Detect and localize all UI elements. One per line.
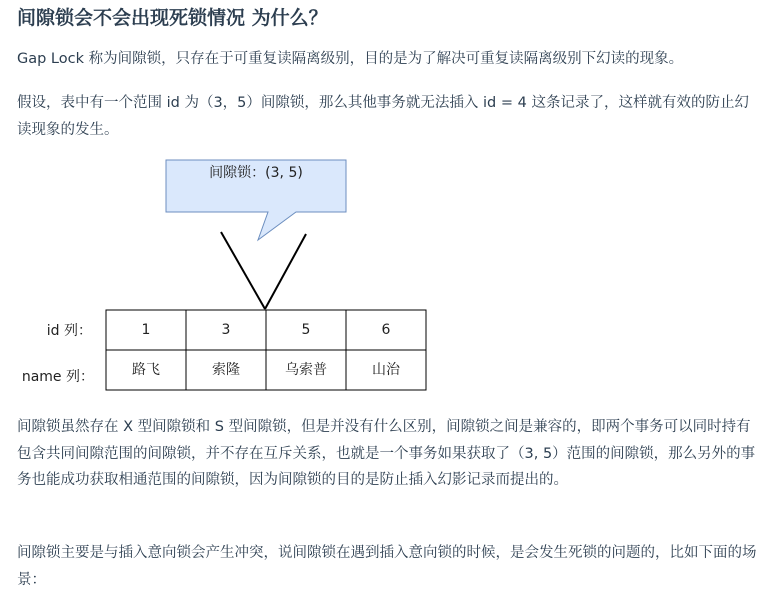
- gap-line-right: [265, 234, 306, 309]
- id-cell: 5: [301, 322, 311, 338]
- id-cell: 1: [141, 322, 151, 338]
- callout-label: 间隙锁：(3, 5): [209, 165, 303, 181]
- name-cell: 乌索普: [285, 362, 327, 378]
- name-row-label: name 列：: [21, 369, 94, 385]
- name-cell: 山治: [372, 362, 400, 378]
- paragraph-gap-lock-compatibility: 间隙锁虽然存在 X 型间隙锁和 S 型间隙锁，但是并没有什么区别，间隙锁之间是兼容的，即两个事务可以同时持有包含共同间隙范围的间隙锁，并不存在互斥关系，也就是一个事务如果获取了（3, 5）范围的间隙锁，那么另外的事务也能成功获取相通范围的间隙锁，因为间隙锁的目的是防止插入幻影记录而提出的。: [17, 419, 756, 488]
- paragraph-gap-lock-example: 假设，表中有一个范围 id 为（3，5）间隙锁，那么其他事务就无法插入 id = 4 这条记录了，这样就有效的防止幻读现象的发生。: [17, 95, 749, 138]
- gap-lock-diagram: [0, 150, 776, 400]
- paragraph-insert-intention-conflict: 间隙锁主要是与插入意向锁会产生冲突，说间隙锁在遇到插入意向锁的时候，是会发生死锁的问题的，比如下面的场景：: [17, 545, 757, 588]
- id-cell: 6: [381, 322, 391, 338]
- paragraph-gap-lock-definition: Gap Lock 称为间隙锁，只存在于可重复读隔离级别，目的是为了解决可重复读隔离级别下幻读的现象。: [17, 51, 684, 67]
- section-heading: 间隙锁会不会出现死锁情况 为什么？: [17, 7, 328, 29]
- name-cell: 路飞: [132, 362, 160, 378]
- id-cell: 3: [221, 322, 231, 338]
- id-row-label: id 列：: [46, 323, 92, 339]
- name-cell: 索隆: [212, 362, 240, 378]
- gap-line-left: [221, 232, 265, 309]
